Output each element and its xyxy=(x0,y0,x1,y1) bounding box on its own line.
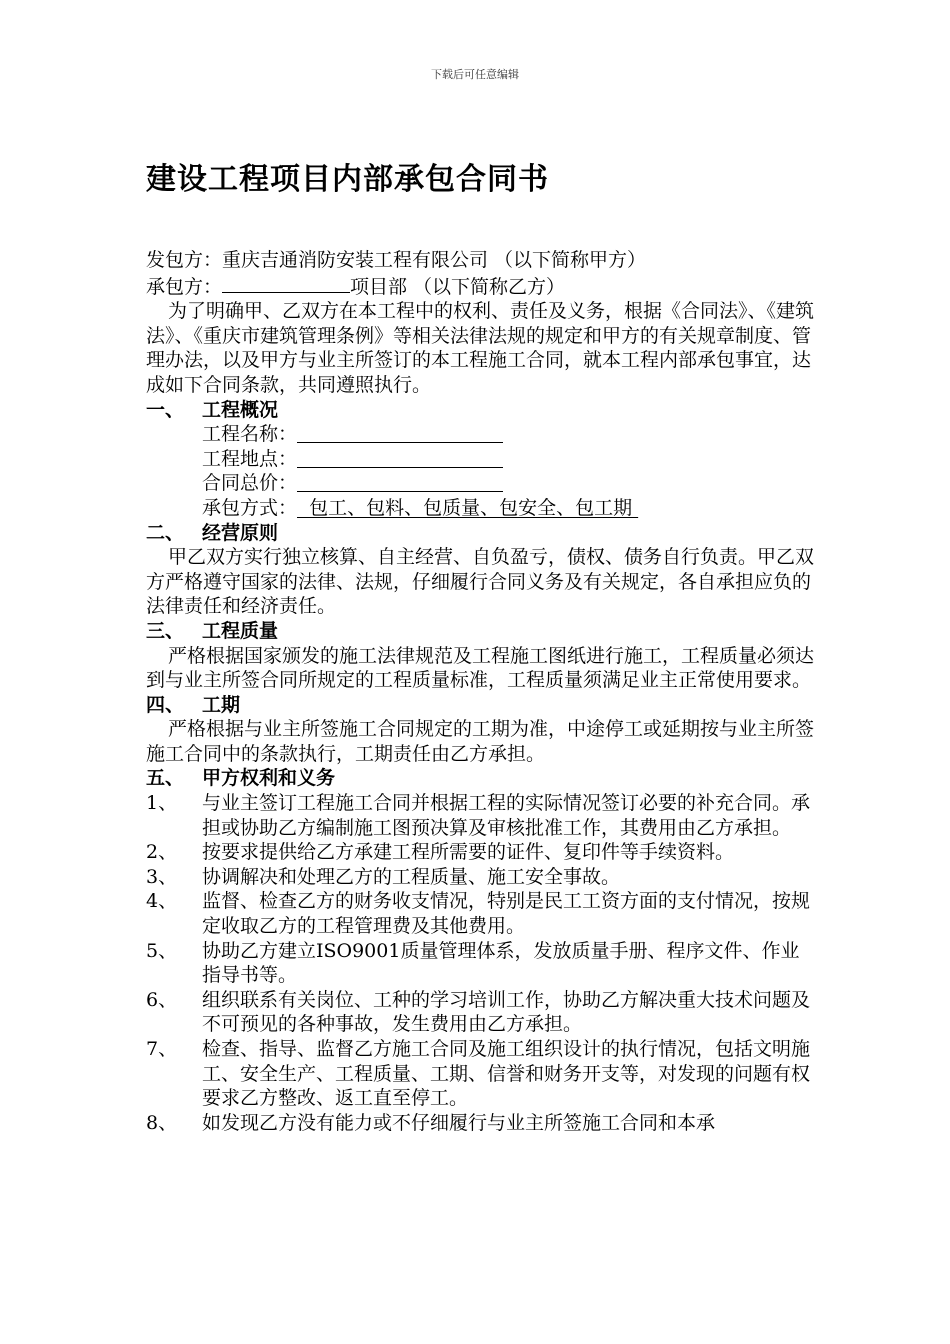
section-title: 甲方权利和义务 xyxy=(202,767,336,790)
item-number: 3、 xyxy=(146,865,178,888)
party-b-suffix: 项目部 （以下简称乙方） xyxy=(350,275,566,298)
item-text: 与业主签订工程施工合同并根据工程的实际情况签订必要的补充合同。承担或协助乙方编制施工图预决算及审核批准工作，其费用由乙方承担。 xyxy=(202,792,811,839)
field-project-name xyxy=(146,422,814,447)
item-number: 1、 xyxy=(146,792,178,815)
field-label: 工程地点： xyxy=(202,447,298,470)
item-text: 协调解决和处理乙方的工程质量、施工安全事故。 xyxy=(202,865,621,888)
item-number: 2、 xyxy=(146,841,178,864)
field-blank xyxy=(297,471,503,492)
field-contract-price xyxy=(146,471,814,496)
section-number: 二、 xyxy=(146,521,185,544)
section-heading-quality xyxy=(146,619,814,644)
section-title: 工程质量 xyxy=(202,619,279,642)
field-label: 合同总价： xyxy=(202,472,298,495)
section-paragraph: 甲乙双方实行独立核算、自主经营、自负盈亏，债权、债务自行负责。甲乙双方严格遵守国家的法律、法规，仔细履行合同义务及有关规定，各自承担应负的法律责任和经济责任。 xyxy=(146,546,815,618)
field-label: 承包方式： xyxy=(202,496,298,519)
intro-paragraph: 为了明确甲、乙双方在本工程中的权利、责任及义务，根据《合同法》、《建筑法》、《重庆市建筑管理条例》等相关法律法规的规定和甲方的有关规章制度、管理办法，以及甲方与业主所签订的本工程施工合同，就本工程内部承包事宜，达成如下合同条款，共同遵照执行。 xyxy=(146,300,815,396)
item-text: 如发现乙方没有能力或不仔细履行与业主所签施工合同和本承 xyxy=(202,1111,716,1134)
field-project-location xyxy=(146,447,814,472)
section-number: 一、 xyxy=(146,398,185,421)
party-b-label: 承包方： xyxy=(146,275,223,298)
list-item xyxy=(146,791,814,840)
list-item xyxy=(146,988,814,1037)
section-heading-overview xyxy=(146,398,814,423)
item-text: 组织联系有关岗位、工种的学习培训工作，协助乙方解决重大技术问题及不可预见的各种事故，发生费用由乙方承担。 xyxy=(202,988,811,1036)
field-contract-mode xyxy=(146,496,814,521)
field-label: 工程名称： xyxy=(202,423,298,446)
header-note: 下载后可任意编辑 xyxy=(431,68,519,81)
party-b-blank xyxy=(222,273,350,293)
section-number: 三、 xyxy=(146,619,185,642)
item-number: 5、 xyxy=(146,939,178,962)
field-value: 包工、包料、包质量、包安全、包工期 xyxy=(297,496,639,519)
section-paragraph: 严格根据与业主所签施工合同规定的工期为准，中途停工或延期按与业主所签施工合同中的条款执行，工期责任由乙方承担。 xyxy=(146,718,815,765)
list-item xyxy=(146,865,814,890)
section-number: 四、 xyxy=(146,693,185,716)
party-a-line: 发包方：重庆吉通消防安装工程有限公司 （以下简称甲方） xyxy=(146,249,647,271)
document-body xyxy=(146,248,814,1135)
list-item xyxy=(146,939,814,988)
item-text: 按要求提供给乙方承建工程所需要的证件、复印件等手续资料。 xyxy=(202,841,735,864)
item-number: 7、 xyxy=(146,1038,178,1060)
section-heading-principles xyxy=(146,521,814,546)
document-title: 建设工程项目内部承包合同书 xyxy=(146,162,549,197)
list-item xyxy=(146,840,814,865)
item-text: 协助乙方建立ISO9001质量管理体系，发放质量手册、程序文件、作业指导书等。 xyxy=(202,939,800,987)
item-number: 4、 xyxy=(146,890,178,913)
field-blank xyxy=(297,422,503,443)
section-heading-party-a-rights xyxy=(146,766,814,791)
section-paragraph: 严格根据国家颁发的施工法律规范及工程施工图纸进行施工，工程质量必须达到与业主所签合同所规定的工程质量标准，工程质量须满足业主正常使用要求。 xyxy=(146,644,815,692)
item-text: 监督、检查乙方的财务收支情况，特别是民工工资方面的支付情况，按规定收取乙方的工程管理费及其他费用。 xyxy=(202,890,811,938)
list-item xyxy=(146,1037,814,1111)
section-title: 经营原则 xyxy=(202,521,279,544)
item-text: 检查、指导、监督乙方施工合同及施工组织设计的执行情况，包括文明施工、安全生产、工程质量、工期、信誉和财务开支等，对发现的问题有权要求乙方整改、返工直至停工。 xyxy=(202,1038,811,1110)
field-blank xyxy=(297,447,503,468)
item-number: 6、 xyxy=(146,988,178,1011)
section-title: 工期 xyxy=(202,693,241,716)
section-title: 工程概况 xyxy=(202,398,279,421)
section-heading-schedule xyxy=(146,693,814,718)
list-item xyxy=(146,1111,814,1136)
section-number: 五、 xyxy=(146,767,185,790)
party-b-line xyxy=(146,273,814,300)
item-number: 8、 xyxy=(146,1111,178,1134)
list-item xyxy=(146,889,814,938)
